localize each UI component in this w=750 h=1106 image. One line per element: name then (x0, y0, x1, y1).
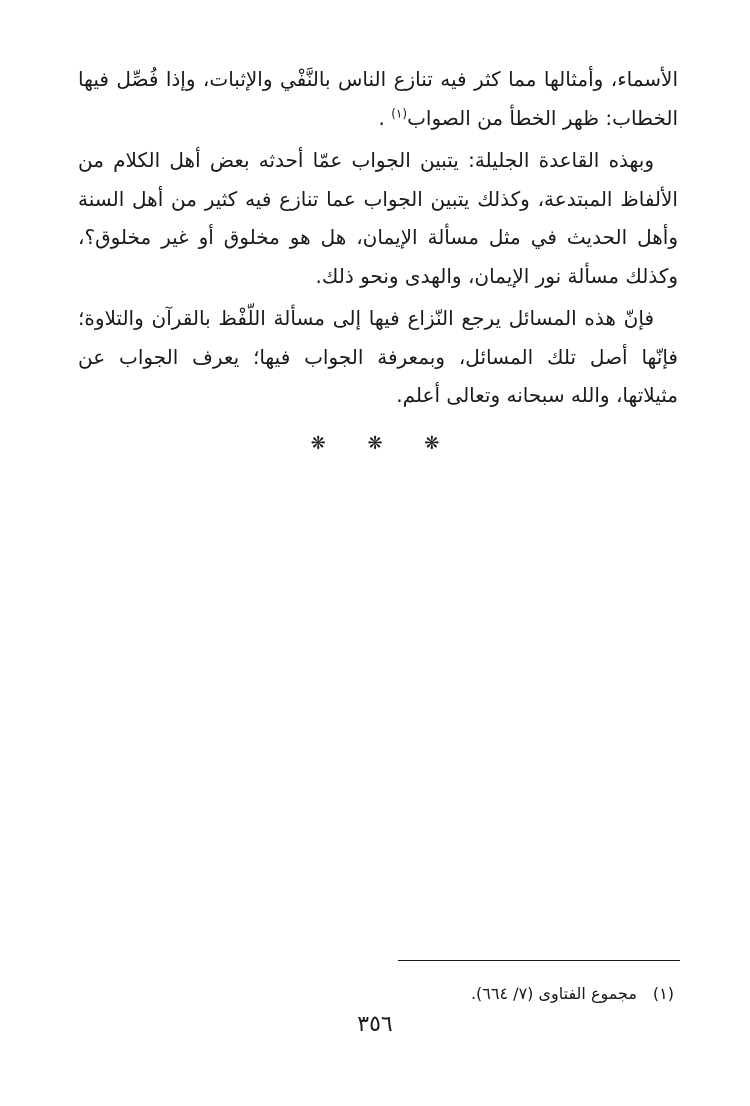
footnote-reference: (١) (391, 105, 408, 120)
footnote (471, 980, 674, 1008)
paragraph-3: فإنّ هذه المسائل يرجع النّزاع فيها إلى مسألة اللّفْظ بالقرآن والتلاوة؛ فإنّها أصل تلك المسائل، وبمعرفة الجواب فيها؛ يعرف الجواب عن مثيلاتها، والله سبحانه وتعالى أعلم. (78, 306, 678, 407)
footnote-text: مجموع الفتاوى (٧/ ٦٦٤). (470, 984, 637, 1003)
page-number: ٣٥٦ (357, 1012, 393, 1037)
paragraph-1-text: الأسماء، وأمثالها مما كثر فيه تنازع الناس بالنَّفْي والإثبات، وإذا فُصِّل فيها الخطاب: ظهر الخطأ من الصواب (78, 67, 678, 130)
paragraph-1 (78, 60, 678, 137)
section-separator: ❋ ❋ ❋ (310, 433, 458, 454)
main-text (78, 60, 678, 415)
footnote-number: (١) (652, 984, 674, 1003)
paragraph-2: وبهذه القاعدة الجليلة: يتبين الجواب عمّا أحدثه بعض أهل الكلام من الألفاظ المبتدعة، وكذلك يتبين الجواب عما تنازع فيه كثير من أهل السنة وأهل الحديث في مثل مسألة الإيمان، هل هو مخلوق أو غير مخلوق؟، وكذلك مسألة نور الإيمان، والهدى ونحو ذلك. (78, 148, 678, 288)
footnote-divider (398, 960, 680, 961)
paragraph-1-trail: . (378, 105, 385, 130)
